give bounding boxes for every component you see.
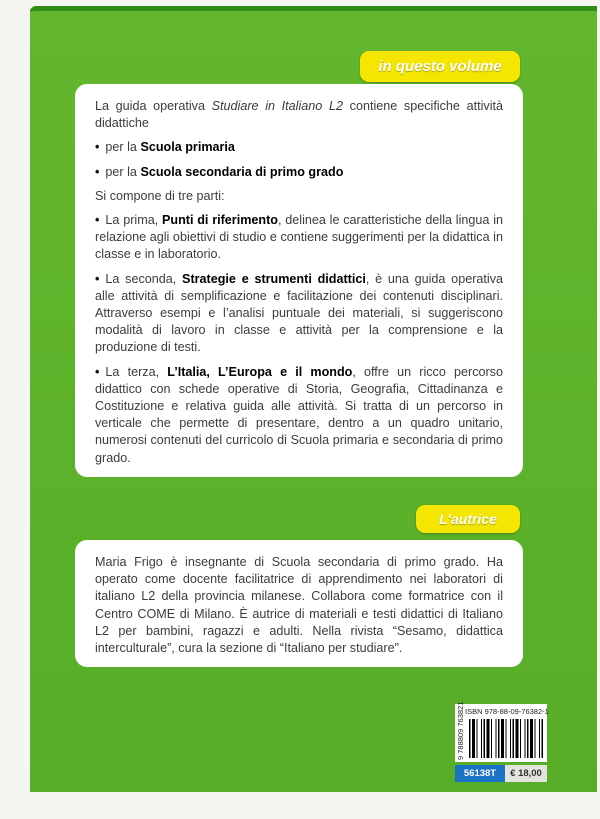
part-prima-paragraph [95, 212, 503, 264]
author-panel [75, 540, 523, 667]
author-tab [416, 505, 520, 533]
bullet-icon: • [95, 140, 100, 155]
bullet-icon: • [95, 364, 100, 379]
intro-pre: La guida operativa [95, 99, 212, 113]
part-seconda-bold: Strategie e strumenti didattici [182, 271, 366, 286]
bullet-secondaria [95, 164, 503, 181]
author-bio-paragraph: Maria Frigo è insegnante di Scuola secondaria di primo grado. Ha operato come docente facilitatrice di apprendimento nei laboratori di italiano L2 della provincia milanese. Collabora come formatrice con il Centro COME di Milano. È autrice di materiali e testi didattici di Italiano L2 per bambini, ragazzi e adulti. Nella rivista “Sesamo, didattica interculturale”, cura la sezione di “Italiano per studiare”. [95, 555, 503, 656]
catalog-code-badge: 56138T [455, 765, 505, 782]
part-prima-bold: Punti di riferimento [161, 213, 278, 228]
green-cover-background [30, 6, 597, 792]
part-terza-paragraph [95, 364, 503, 467]
price-row [455, 765, 547, 782]
part-terza-pre: La terza, [105, 364, 168, 379]
barcode-number-vertical: 9 788809 763821 [456, 701, 465, 760]
part-terza-bold: L’Italia, L’Europa e il mondo [167, 364, 353, 379]
volume-tab-label: in questo volume [378, 58, 502, 75]
bullet-icon: • [95, 271, 100, 286]
bullet-icon: • [95, 213, 100, 228]
volume-panel [75, 84, 523, 477]
volume-tab [360, 51, 520, 82]
intro-post: contiene specifiche attività didattiche [95, 99, 503, 131]
bullet-primaria-text: per la [105, 140, 141, 155]
part-seconda-post: , è una guida operativa alle attività di semplificazione e facilitazione dei contenuti disciplinari. Attraverso esempi e l’analisi puntuale dei materiali, si suggeriscono modalità di lavoro in classe e attività per la comprensione e la produzione di testi. [95, 271, 503, 355]
bullet-secondaria-bold: Scuola secondaria di primo grado [140, 164, 344, 179]
part-terza-post: , offre un ricco percorso didattico con schede operative di Storia, Geografia, Cittadinanza e Costituzione e relativa guida alle attività. Si tratta di un percorso in verticale che permette di presentare, dentro a un quadro unitario, numerosi contenuti del curricolo di Scuola primaria e secondaria di primo grado. [95, 364, 503, 465]
intro-paragraph [95, 98, 503, 132]
part-seconda-paragraph [95, 271, 503, 357]
barcode-box [455, 701, 549, 762]
compone-line: Si compone di tre parti: [95, 188, 225, 203]
bullet-icon: • [95, 164, 100, 179]
bullet-secondaria-text: per la [105, 164, 141, 179]
part-prima-post: , delinea le caratteristiche della lingua in relazione agli obiettivi di studio e contiene suggerimenti per la didattica in classe e in laboratorio. [95, 213, 504, 262]
isbn-text: ISBN 978-88-09-76382-1 [465, 707, 549, 716]
price-label: € 18,00 [505, 765, 547, 782]
bullet-primaria [95, 139, 503, 156]
intro-italic-title: Studiare in Italiano L2 [211, 99, 343, 113]
part-prima-pre: La prima, [105, 213, 162, 228]
barcode-icon [469, 719, 543, 758]
bullet-primaria-bold: Scuola primaria [140, 140, 235, 155]
author-tab-label: L'autrice [439, 511, 497, 527]
part-seconda-pre: La seconda, [105, 271, 183, 286]
